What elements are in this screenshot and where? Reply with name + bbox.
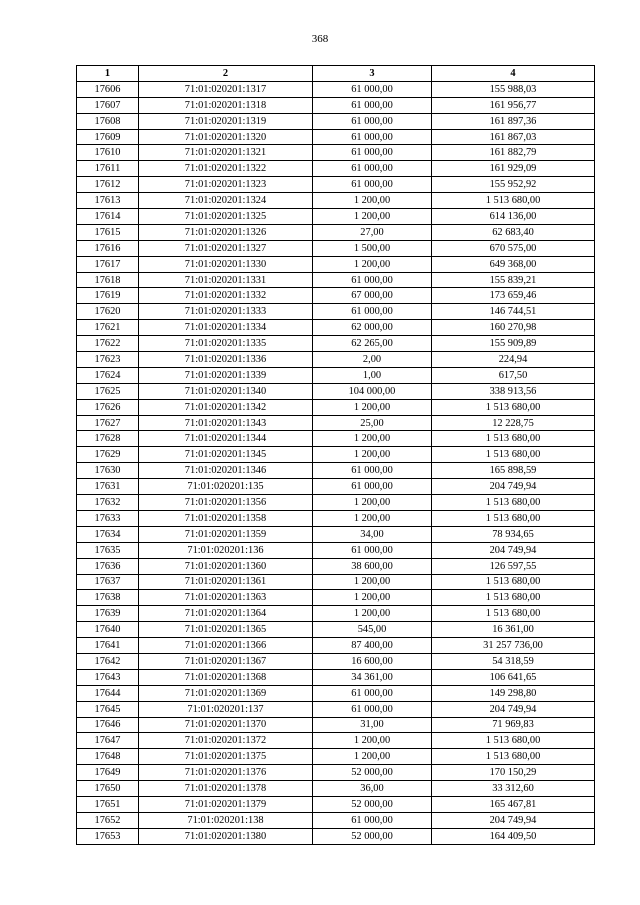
row-number-cell: 17646 [77, 717, 139, 733]
area-cell: 36,00 [313, 781, 432, 797]
cadastral-number-cell: 71:01:020201:1323 [139, 177, 313, 193]
row-number-cell: 17607 [77, 97, 139, 113]
area-cell: 61 000,00 [313, 81, 432, 97]
cadastral-number-cell: 71:01:020201:1367 [139, 653, 313, 669]
cadastral-number-cell: 71:01:020201:1331 [139, 272, 313, 288]
value-cell: 155 952,92 [432, 177, 595, 193]
table-body [77, 81, 595, 844]
cadastral-number-cell: 71:01:020201:135 [139, 479, 313, 495]
cadastral-number-cell: 71:01:020201:1366 [139, 638, 313, 654]
table-row [77, 638, 595, 654]
area-cell: 61 000,00 [313, 685, 432, 701]
area-cell: 1 200,00 [313, 209, 432, 225]
row-number-cell: 17608 [77, 113, 139, 129]
table-row [77, 129, 595, 145]
table-row [77, 161, 595, 177]
table-row [77, 463, 595, 479]
row-number-cell: 17634 [77, 526, 139, 542]
cadastral-number-cell: 71:01:020201:1370 [139, 717, 313, 733]
cadastral-number-cell: 71:01:020201:1326 [139, 224, 313, 240]
row-number-cell: 17639 [77, 606, 139, 622]
area-cell: 52 000,00 [313, 828, 432, 844]
table-row [77, 717, 595, 733]
value-cell: 1 513 680,00 [432, 590, 595, 606]
area-cell: 1 200,00 [313, 574, 432, 590]
table-row [77, 495, 595, 511]
value-cell: 31 257 736,00 [432, 638, 595, 654]
area-cell: 1 200,00 [313, 447, 432, 463]
area-cell: 61 000,00 [313, 145, 432, 161]
area-cell: 38 600,00 [313, 558, 432, 574]
table-row [77, 304, 595, 320]
table-row [77, 812, 595, 828]
value-cell: 146 744,51 [432, 304, 595, 320]
cadastral-number-cell: 71:01:020201:1346 [139, 463, 313, 479]
table-row [77, 431, 595, 447]
table-row [77, 765, 595, 781]
value-cell: 614 136,00 [432, 209, 595, 225]
value-cell: 161 882,79 [432, 145, 595, 161]
row-number-cell: 17625 [77, 383, 139, 399]
table-row [77, 574, 595, 590]
row-number-cell: 17638 [77, 590, 139, 606]
cadastral-number-cell: 71:01:020201:1335 [139, 336, 313, 352]
table-row [77, 542, 595, 558]
value-cell: 224,94 [432, 352, 595, 368]
row-number-cell: 17652 [77, 812, 139, 828]
value-cell: 160 270,98 [432, 320, 595, 336]
cadastral-number-cell: 71:01:020201:1330 [139, 256, 313, 272]
area-cell: 61 000,00 [313, 479, 432, 495]
table-row [77, 622, 595, 638]
table-row [77, 828, 595, 844]
value-cell: 1 513 680,00 [432, 606, 595, 622]
row-number-cell: 17641 [77, 638, 139, 654]
area-cell: 61 000,00 [313, 161, 432, 177]
row-number-cell: 17624 [77, 367, 139, 383]
row-number-cell: 17637 [77, 574, 139, 590]
area-cell: 1 200,00 [313, 256, 432, 272]
area-cell: 104 000,00 [313, 383, 432, 399]
table-row [77, 81, 595, 97]
cadastral-number-cell: 71:01:020201:1320 [139, 129, 313, 145]
value-cell: 165 898,59 [432, 463, 595, 479]
area-cell: 61 000,00 [313, 812, 432, 828]
area-cell: 52 000,00 [313, 765, 432, 781]
cadastral-number-cell: 71:01:020201:1358 [139, 510, 313, 526]
cadastral-number-cell: 71:01:020201:1375 [139, 749, 313, 765]
value-cell: 54 318,59 [432, 653, 595, 669]
row-number-cell: 17620 [77, 304, 139, 320]
row-number-cell: 17629 [77, 447, 139, 463]
row-number-cell: 17632 [77, 495, 139, 511]
area-cell: 61 000,00 [313, 113, 432, 129]
value-cell: 161 956,77 [432, 97, 595, 113]
table-row [77, 447, 595, 463]
value-cell: 1 513 680,00 [432, 574, 595, 590]
value-cell: 155 988,03 [432, 81, 595, 97]
row-number-cell: 17628 [77, 431, 139, 447]
area-cell: 25,00 [313, 415, 432, 431]
cadastral-number-cell: 71:01:020201:1359 [139, 526, 313, 542]
row-number-cell: 17633 [77, 510, 139, 526]
value-cell: 16 361,00 [432, 622, 595, 638]
area-cell: 31,00 [313, 717, 432, 733]
table-row [77, 288, 595, 304]
cadastral-number-cell: 71:01:020201:1340 [139, 383, 313, 399]
row-number-cell: 17615 [77, 224, 139, 240]
cadastral-number-cell: 71:01:020201:1343 [139, 415, 313, 431]
row-number-cell: 17606 [77, 81, 139, 97]
value-cell: 155 909,89 [432, 336, 595, 352]
cadastral-number-cell: 71:01:020201:1322 [139, 161, 313, 177]
table-row [77, 240, 595, 256]
cadastral-number-cell: 71:01:020201:1356 [139, 495, 313, 511]
table-row [77, 606, 595, 622]
table-row [77, 193, 595, 209]
row-number-cell: 17643 [77, 669, 139, 685]
area-cell: 61 000,00 [313, 177, 432, 193]
cadastral-number-cell: 71:01:020201:1364 [139, 606, 313, 622]
table-row [77, 224, 595, 240]
area-cell: 61 000,00 [313, 701, 432, 717]
table-row [77, 526, 595, 542]
column-header: 3 [313, 66, 432, 82]
cadastral-number-cell: 71:01:020201:1372 [139, 733, 313, 749]
area-cell: 61 000,00 [313, 304, 432, 320]
area-cell: 27,00 [313, 224, 432, 240]
table-row [77, 733, 595, 749]
data-table [76, 65, 595, 845]
row-number-cell: 17631 [77, 479, 139, 495]
cadastral-number-cell: 71:01:020201:136 [139, 542, 313, 558]
row-number-cell: 17627 [77, 415, 139, 431]
row-number-cell: 17613 [77, 193, 139, 209]
row-number-cell: 17648 [77, 749, 139, 765]
row-number-cell: 17650 [77, 781, 139, 797]
area-cell: 1 200,00 [313, 510, 432, 526]
area-cell: 1 200,00 [313, 733, 432, 749]
row-number-cell: 17614 [77, 209, 139, 225]
area-cell: 61 000,00 [313, 542, 432, 558]
area-cell: 87 400,00 [313, 638, 432, 654]
area-cell: 1 500,00 [313, 240, 432, 256]
cadastral-number-cell: 71:01:020201:1369 [139, 685, 313, 701]
cadastral-number-cell: 71:01:020201:1325 [139, 209, 313, 225]
row-number-cell: 17653 [77, 828, 139, 844]
row-number-cell: 17645 [77, 701, 139, 717]
table-row [77, 352, 595, 368]
cadastral-number-cell: 71:01:020201:137 [139, 701, 313, 717]
cadastral-number-cell: 71:01:020201:138 [139, 812, 313, 828]
cadastral-number-cell: 71:01:020201:1363 [139, 590, 313, 606]
row-number-cell: 17622 [77, 336, 139, 352]
value-cell: 165 467,81 [432, 796, 595, 812]
cadastral-number-cell: 71:01:020201:1378 [139, 781, 313, 797]
column-header: 4 [432, 66, 595, 82]
table-row [77, 177, 595, 193]
cadastral-number-cell: 71:01:020201:1342 [139, 399, 313, 415]
cadastral-number-cell: 71:01:020201:1344 [139, 431, 313, 447]
area-cell: 67 000,00 [313, 288, 432, 304]
cadastral-number-cell: 71:01:020201:1361 [139, 574, 313, 590]
value-cell: 164 409,50 [432, 828, 595, 844]
table-row [77, 796, 595, 812]
table-row [77, 272, 595, 288]
area-cell: 34 361,00 [313, 669, 432, 685]
row-number-cell: 17621 [77, 320, 139, 336]
row-number-cell: 17644 [77, 685, 139, 701]
value-cell: 149 298,80 [432, 685, 595, 701]
cadastral-number-cell: 71:01:020201:1334 [139, 320, 313, 336]
area-cell: 61 000,00 [313, 97, 432, 113]
table-row [77, 749, 595, 765]
table-row [77, 415, 595, 431]
value-cell: 126 597,55 [432, 558, 595, 574]
value-cell: 161 867,03 [432, 129, 595, 145]
area-cell: 16 600,00 [313, 653, 432, 669]
area-cell: 61 000,00 [313, 272, 432, 288]
value-cell: 1 513 680,00 [432, 431, 595, 447]
value-cell: 62 683,40 [432, 224, 595, 240]
area-cell: 545,00 [313, 622, 432, 638]
cadastral-number-cell: 71:01:020201:1319 [139, 113, 313, 129]
cadastral-number-cell: 71:01:020201:1379 [139, 796, 313, 812]
area-cell: 1 200,00 [313, 431, 432, 447]
cadastral-number-cell: 71:01:020201:1317 [139, 81, 313, 97]
row-number-cell: 17642 [77, 653, 139, 669]
cadastral-number-cell: 71:01:020201:1380 [139, 828, 313, 844]
table-row [77, 781, 595, 797]
area-cell: 1,00 [313, 367, 432, 383]
table-row [77, 685, 595, 701]
cadastral-number-cell: 71:01:020201:1336 [139, 352, 313, 368]
page-number: 368 [311, 33, 329, 45]
table-row [77, 399, 595, 415]
cadastral-number-cell: 71:01:020201:1339 [139, 367, 313, 383]
table-header-row [77, 66, 595, 82]
area-cell: 1 200,00 [313, 606, 432, 622]
area-cell: 52 000,00 [313, 796, 432, 812]
cadastral-number-cell: 71:01:020201:1376 [139, 765, 313, 781]
value-cell: 649 368,00 [432, 256, 595, 272]
row-number-cell: 17611 [77, 161, 139, 177]
table-row [77, 367, 595, 383]
area-cell: 1 200,00 [313, 193, 432, 209]
table-row [77, 145, 595, 161]
row-number-cell: 17616 [77, 240, 139, 256]
value-cell: 155 839,21 [432, 272, 595, 288]
area-cell: 62 265,00 [313, 336, 432, 352]
table-row [77, 97, 595, 113]
cadastral-number-cell: 71:01:020201:1360 [139, 558, 313, 574]
value-cell: 161 929,09 [432, 161, 595, 177]
value-cell: 1 513 680,00 [432, 749, 595, 765]
cadastral-number-cell: 71:01:020201:1365 [139, 622, 313, 638]
row-number-cell: 17651 [77, 796, 139, 812]
table-row [77, 479, 595, 495]
row-number-cell: 17610 [77, 145, 139, 161]
row-number-cell: 17640 [77, 622, 139, 638]
area-cell: 34,00 [313, 526, 432, 542]
cadastral-number-cell: 71:01:020201:1321 [139, 145, 313, 161]
table-row [77, 653, 595, 669]
cadastral-number-cell: 71:01:020201:1327 [139, 240, 313, 256]
value-cell: 71 969,83 [432, 717, 595, 733]
value-cell: 12 228,75 [432, 415, 595, 431]
area-cell: 1 200,00 [313, 590, 432, 606]
table-row [77, 320, 595, 336]
table-row [77, 209, 595, 225]
row-number-cell: 17649 [77, 765, 139, 781]
value-cell: 173 659,46 [432, 288, 595, 304]
value-cell: 204 749,94 [432, 542, 595, 558]
area-cell: 1 200,00 [313, 495, 432, 511]
area-cell: 2,00 [313, 352, 432, 368]
cadastral-number-cell: 71:01:020201:1332 [139, 288, 313, 304]
value-cell: 204 749,94 [432, 479, 595, 495]
area-cell: 61 000,00 [313, 463, 432, 479]
area-cell: 1 200,00 [313, 399, 432, 415]
table-row [77, 383, 595, 399]
row-number-cell: 17623 [77, 352, 139, 368]
value-cell: 204 749,94 [432, 701, 595, 717]
table-row [77, 113, 595, 129]
area-cell: 1 200,00 [313, 749, 432, 765]
value-cell: 106 641,65 [432, 669, 595, 685]
value-cell: 1 513 680,00 [432, 193, 595, 209]
row-number-cell: 17612 [77, 177, 139, 193]
cadastral-number-cell: 71:01:020201:1333 [139, 304, 313, 320]
row-number-cell: 17630 [77, 463, 139, 479]
row-number-cell: 17618 [77, 272, 139, 288]
table-row [77, 669, 595, 685]
cadastral-number-cell: 71:01:020201:1318 [139, 97, 313, 113]
value-cell: 78 934,65 [432, 526, 595, 542]
table-row [77, 590, 595, 606]
row-number-cell: 17636 [77, 558, 139, 574]
value-cell: 670 575,00 [432, 240, 595, 256]
cadastral-number-cell: 71:01:020201:1345 [139, 447, 313, 463]
row-number-cell: 17609 [77, 129, 139, 145]
table-row [77, 510, 595, 526]
column-header: 2 [139, 66, 313, 82]
value-cell: 33 312,60 [432, 781, 595, 797]
row-number-cell: 17635 [77, 542, 139, 558]
row-number-cell: 17647 [77, 733, 139, 749]
row-number-cell: 17626 [77, 399, 139, 415]
value-cell: 1 513 680,00 [432, 447, 595, 463]
area-cell: 61 000,00 [313, 129, 432, 145]
value-cell: 161 897,36 [432, 113, 595, 129]
value-cell: 338 913,56 [432, 383, 595, 399]
value-cell: 1 513 680,00 [432, 510, 595, 526]
row-number-cell: 17617 [77, 256, 139, 272]
area-cell: 62 000,00 [313, 320, 432, 336]
cadastral-number-cell: 71:01:020201:1324 [139, 193, 313, 209]
value-cell: 1 513 680,00 [432, 495, 595, 511]
value-cell: 617,50 [432, 367, 595, 383]
table-row [77, 256, 595, 272]
table-row [77, 336, 595, 352]
value-cell: 1 513 680,00 [432, 399, 595, 415]
value-cell: 204 749,94 [432, 812, 595, 828]
row-number-cell: 17619 [77, 288, 139, 304]
table-row [77, 701, 595, 717]
value-cell: 170 150,29 [432, 765, 595, 781]
cadastral-number-cell: 71:01:020201:1368 [139, 669, 313, 685]
column-header: 1 [77, 66, 139, 82]
value-cell: 1 513 680,00 [432, 733, 595, 749]
table-row [77, 558, 595, 574]
